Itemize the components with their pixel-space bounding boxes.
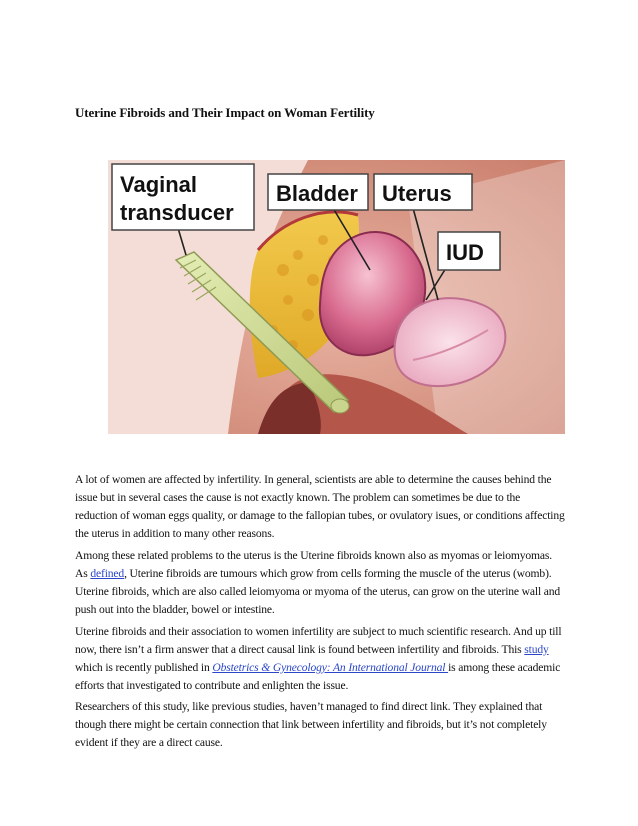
- paragraph-3-text-b: which is recently published in: [75, 661, 213, 674]
- iud-label: IUD: [446, 240, 484, 265]
- transducer-label-line1: Vaginal: [120, 172, 198, 197]
- paragraph-2-text-a: Among these related problems to the uterus is the Uterine fibroids known also as myomas or leiomyomas. As: [75, 549, 553, 580]
- paragraph-3-text-a: Uterine fibroids and their association to women infertility are subject to much scientific research. And up till now, there isn’t a firm answer that a direct causal link is found between infertility and fibroids. This: [75, 625, 562, 656]
- paragraph-4: Researchers of this study, like previous studies, haven’t managed to find direct link. They explained that though there might be certain connection that link between infertility and fibroids, but it’s not completely evident if they are a direct cause.: [75, 700, 547, 749]
- paragraph-3-text-c: is among these academic efforts that investigated to contribute and enlighten the issue.: [75, 661, 561, 692]
- uterus-label: Uterus: [382, 181, 452, 206]
- paragraph-3: [75, 623, 565, 695]
- defined-link[interactable]: defined: [90, 567, 125, 580]
- anatomy-illustration: [108, 160, 565, 434]
- journal-link[interactable]: Obstetrics & Gynecology: An International Journal: [212, 661, 449, 674]
- transducer-label-line2: transducer: [120, 200, 234, 225]
- document-title: Uterine Fibroids and Their Impact on Woman Fertility: [75, 105, 375, 120]
- study-link[interactable]: study: [524, 643, 549, 656]
- ultrasound-anatomy-diagram: [108, 160, 565, 434]
- paragraph-2: [75, 547, 565, 619]
- bladder-label: Bladder: [276, 181, 358, 206]
- paragraph-2-text-b: , Uterine fibroids are tumours which grow from cells forming the muscle of the uterus (womb). Uterine fibroids, which are also called leiomyoma or myoma of the uterus, can grow on the uterine wall and push out into the bladder, bowel or intestine.: [75, 567, 561, 616]
- paragraph-1: A lot of women are affected by infertility. In general, scientists are able to determine the causes behind the issue but in several cases the cause is not exactly known. The problem can sometimes be due to the reduction of woman eggs quality, or damage to the fallopian tubes, or ovulatory isues, or conditions affecting the uterus in addition to many other reasons.: [75, 473, 565, 540]
